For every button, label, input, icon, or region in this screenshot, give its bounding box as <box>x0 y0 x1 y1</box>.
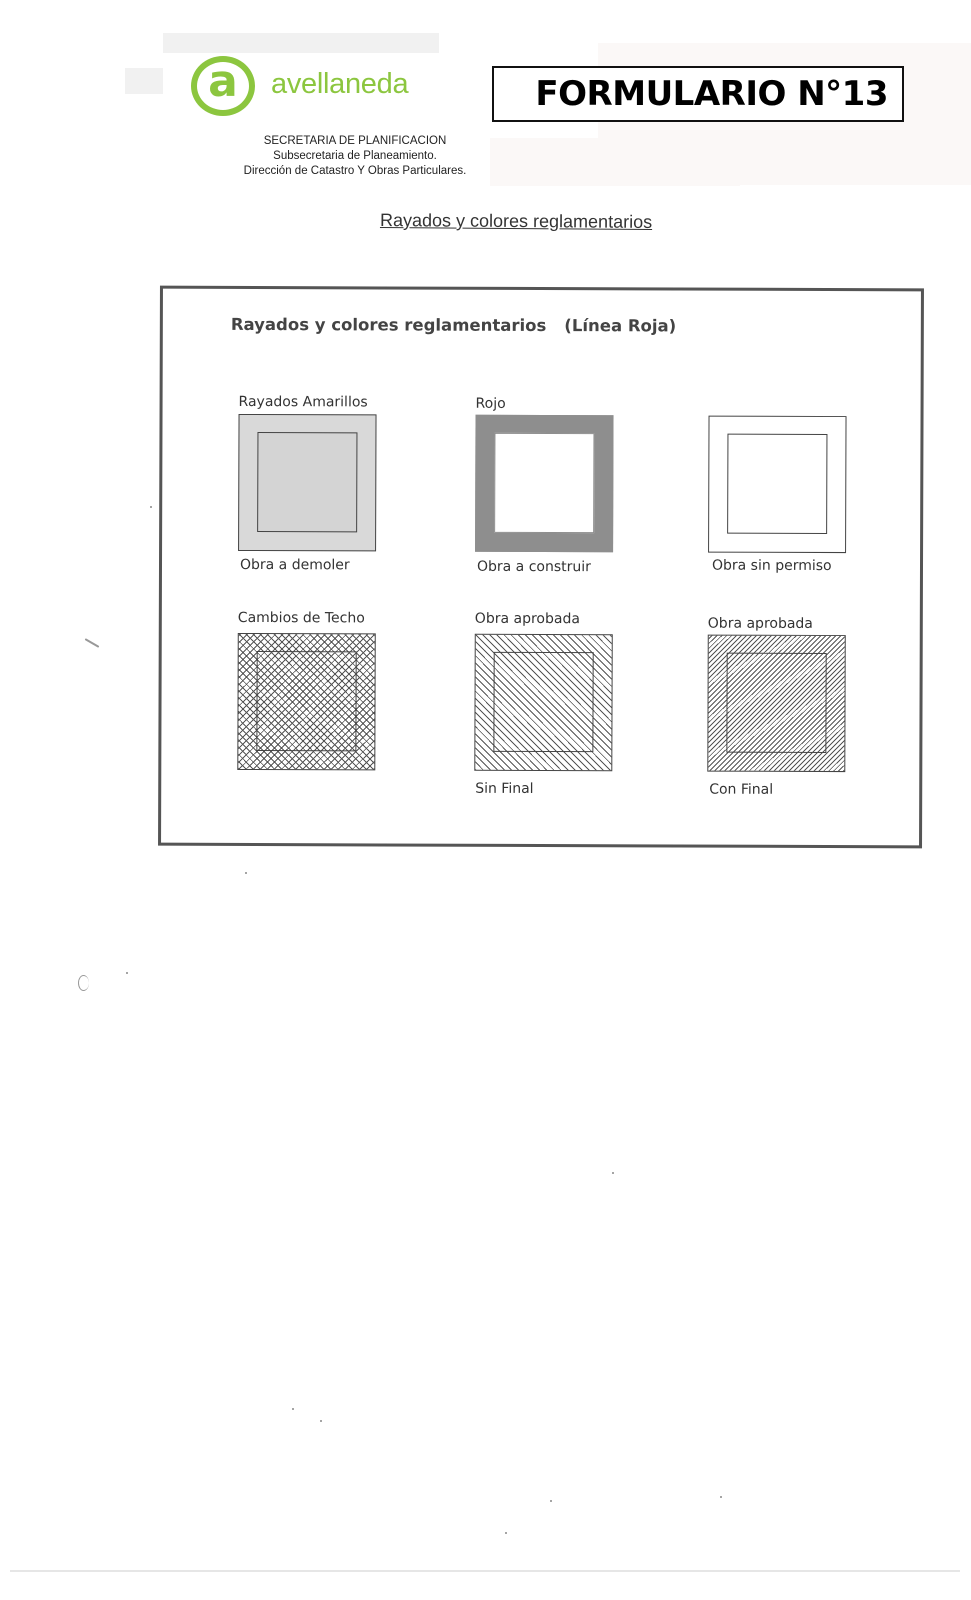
swatch-cambios-de-techo <box>237 633 375 770</box>
document-heading: Rayados y colores reglamentarios <box>379 210 653 232</box>
scan-artifact <box>490 138 740 186</box>
swatch-obra-aprobada-con-final <box>707 635 845 772</box>
scan-speck <box>245 872 247 874</box>
swatch-obra-a-construir <box>475 415 613 552</box>
scan-speck <box>126 972 128 974</box>
swatch-bottom-label: Obra a construir <box>476 558 591 576</box>
swatch-top-label: Rayados Amarillos <box>238 393 368 411</box>
scan-speck <box>550 1500 552 1502</box>
department-block <box>214 134 496 179</box>
department-line: Dirección de Catastro Y Obras Particulares. <box>243 165 467 177</box>
logo-wordmark: avellaneda <box>271 68 409 100</box>
swatch-bottom-label: Sin Final <box>475 780 534 797</box>
swatch-inner <box>257 432 357 532</box>
swatch-obra-a-demoler <box>238 414 376 551</box>
scan-artifact <box>163 33 439 53</box>
scan-speck <box>320 1420 322 1422</box>
scan-edge-line <box>10 1570 960 1572</box>
legend-title <box>231 315 676 336</box>
swatch-inner <box>726 653 826 753</box>
legend-title-note: (Línea Roja) <box>564 316 677 336</box>
scan-speck <box>85 638 100 648</box>
swatch-inner <box>727 434 827 534</box>
swatch-obra-aprobada-sin-final <box>474 634 612 771</box>
scan-speck <box>612 1172 614 1174</box>
form-number-title: FORMULARIO N°13 <box>492 66 904 122</box>
swatch-bottom-label: Obra a demoler <box>239 556 350 574</box>
swatch-bottom-label: Obra sin permiso <box>711 557 832 575</box>
swatch-top-label: Rojo <box>475 395 506 412</box>
scan-speck <box>505 1532 507 1534</box>
legend-panel <box>158 286 924 849</box>
swatch-obra-sin-permiso <box>708 416 846 553</box>
swatch-inner <box>256 651 356 751</box>
scan-speck <box>720 1496 722 1498</box>
swatch-top-label: Cambios de Techo <box>237 609 365 627</box>
logo-letter: a <box>208 56 238 107</box>
municipality-logo <box>191 52 441 124</box>
swatch-bottom-label: Con Final <box>709 781 774 798</box>
department-line: Subsecretaria de Planeamiento. <box>273 150 437 162</box>
scan-speck <box>150 506 152 508</box>
swatch-top-label: Obra aprobada <box>707 615 813 632</box>
logo-a-icon <box>191 56 255 116</box>
swatch-inner <box>494 433 594 533</box>
swatch-top-label: Obra aprobada <box>474 610 580 628</box>
legend-title-text: Rayados y colores reglamentarios <box>230 314 547 336</box>
department-line: SECRETARIA DE PLANIFICACION <box>263 135 447 147</box>
scan-speck <box>78 975 89 991</box>
scan-artifact <box>125 68 163 94</box>
scan-speck <box>292 1408 294 1410</box>
swatch-inner <box>493 652 593 752</box>
